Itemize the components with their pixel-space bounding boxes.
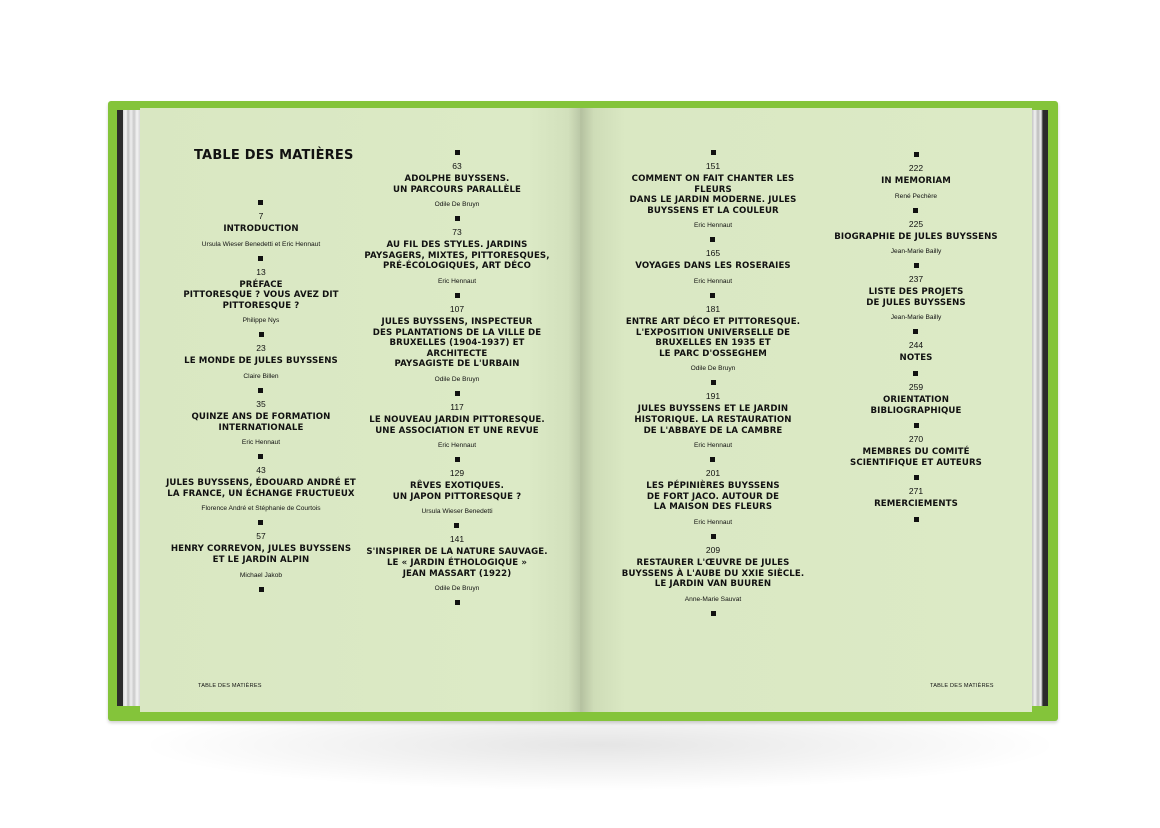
toc-entry-author: Eric Hennaut [437,442,477,450]
toc-page-number: 7 [258,211,264,221]
square-bullet-icon [711,150,716,155]
square-bullet-icon [258,256,263,261]
toc-entry-title: BIOGRAPHIE DE JULES BUYSSENS [834,231,998,242]
toc-page-number: 141 [449,534,465,545]
square-bullet-icon [914,152,919,157]
square-bullet-icon [913,208,918,213]
toc-entry-title: JULES BUYSSENS, INSPECTEUR DES PLANTATIONS DE LA VILLE DE BRUXELLES (1904-1937) ET ARCHITECTE PAYSAGISTE DE L'URBAIN [372,316,542,370]
toc-entry-title: JULES BUYSSENS ET LE JARDIN HISTORIQUE. LA RESTAURATION DE L'ABBAYE DE LA CAMBRE [634,404,792,436]
toc-heading: TABLE DES MATIÈRES [194,148,354,163]
toc-entry[interactable] [834,208,997,257]
toc-page-number: 237 [908,274,924,285]
square-bullet-icon [259,587,264,592]
toc-page-number: 107 [449,303,465,314]
toc-entry[interactable] [622,534,804,604]
square-bullet-icon [258,388,263,393]
toc-entry[interactable] [202,200,320,249]
toc-page-number: 151 [705,161,721,171]
toc-page-number: 35 [256,398,266,409]
square-bullet-icon [711,534,716,539]
toc-entry-title: NOTES [899,353,933,364]
square-bullet-icon [913,371,918,376]
toc-page-number: 181 [705,303,721,314]
toc-entry[interactable] [362,293,552,384]
toc-entry-title: INTRODUCTION [223,224,299,234]
square-bullet-icon [454,523,459,528]
toc-entry-title: REMERCIEMENTS [874,499,958,510]
toc-entry[interactable] [369,391,545,450]
toc-entry-author: Ursula Wieser Benedetti [421,508,493,516]
square-bullet-icon [913,329,918,334]
toc-page-number: 165 [705,248,721,259]
toc-page-number: 73 [452,227,462,238]
toc-entry-title: LE MONDE DE JULES BUYSSENS [184,356,338,367]
toc-page-number: 201 [705,468,721,479]
toc-page-number: 209 [705,544,721,555]
toc-entry-title: IN MEMORIAM [881,176,951,186]
toc-page-number: 270 [908,434,924,445]
toc-entry-author: Ursula Wieser Benedetti et Eric Hennaut [201,240,321,248]
square-bullet-icon [710,293,715,298]
toc-entry-author: Anne-Marie Sauvat [684,595,742,603]
toc-entry-title: AU FIL DES STYLES. JARDINS PAYSAGERS, MIXTES, PITTORESQUES, PRÉ-ÉCOLOGIQUES, ART DÉCO [364,240,550,272]
toc-page-number: 57 [256,531,266,542]
square-bullet-icon [455,216,460,221]
toc-entry-author: Eric Hennaut [693,442,733,450]
square-bullet-icon [455,150,460,155]
square-bullet-icon [258,520,263,525]
toc-entry-title: VOYAGES DANS LES ROSERAIES [635,261,791,272]
square-bullet-icon [711,611,716,616]
toc-page-number: 225 [908,218,924,229]
square-bullet-icon [914,263,919,268]
toc-entry-author: Michael Jakob [239,571,283,579]
toc-page-number: 63 [452,161,462,171]
toc-page-number: 43 [256,465,266,476]
toc-entry-author: Odile De Bruyn [434,375,480,383]
toc-page-number: 271 [908,486,924,497]
toc-entry[interactable] [646,457,779,527]
square-bullet-icon [914,475,919,480]
toc-page-number: 191 [705,391,721,402]
square-bullet-icon [258,454,263,459]
toc-entry-title: S'INSPIRER DE LA NATURE SAUVAGE. LE « JARDIN ÉTHOLOGIQUE » JEAN MASSART (1922) [366,547,548,579]
toc-entry[interactable] [634,380,791,450]
toc-entry-title: LE NOUVEAU JARDIN PITTORESQUE. UNE ASSOCIATION ET UNE REVUE [369,414,545,436]
toc-entry[interactable] [192,388,331,447]
toc-entry-author: Claire Billen [243,372,279,380]
toc-page-number: 129 [449,468,465,479]
toc-entry[interactable] [166,454,356,513]
toc-entry[interactable] [635,237,790,286]
toc-entry[interactable] [874,475,958,510]
toc-entry-title: LISTE DES PROJETS DE JULES BUYSSENS [866,287,966,308]
toc-column-1 [166,200,356,592]
toc-page-number: 117 [450,401,464,412]
toc-entry-author: Eric Hennaut [241,439,281,447]
toc-entry-title: LES PÉPINIÈRES BUYSSENS DE FORT JACO. AUTOUR DE LA MAISON DES FLEURS [646,481,780,513]
toc-entry-title: ORIENTATION BIBLIOGRAPHIQUE [870,394,962,416]
toc-entry-author: René Pechère [894,192,938,200]
toc-entry-author: Philippe Nys [242,317,280,325]
square-bullet-icon [258,200,263,205]
square-bullet-icon [914,423,919,428]
footer-left: TABLE DES MATIÈRES [198,683,262,689]
toc-entry[interactable] [850,423,982,468]
toc-entry-title: RESTAURER L'ŒUVRE DE JULES BUYSSENS À L'AUBE DU XXIE SIÈCLE. LE JARDIN VAN BUUREN [621,557,805,590]
toc-entry[interactable] [393,150,521,209]
square-bullet-icon [914,517,919,522]
toc-entry-author: Eric Hennaut [693,277,733,285]
toc-entry-title: PRÉFACE PITTORESQUE ? VOUS AVEZ DIT PITTORESQUE ? [183,279,339,311]
square-bullet-icon [710,237,715,242]
toc-entry-title: JULES BUYSSENS, ÉDOUARD ANDRÉ ET LA FRANCE, UN ÉCHANGE FRUCTUEUX [166,478,356,499]
toc-page-number: 23 [256,343,266,354]
toc-entry-author: Florence André et Stéphanie de Courtois [201,505,321,513]
toc-entry[interactable] [183,256,338,326]
toc-entry-author: Eric Hennaut [437,277,477,285]
square-bullet-icon [455,293,460,298]
toc-entry-title: QUINZE ANS DE FORMATION INTERNATIONALE [191,411,331,433]
toc-entry[interactable] [364,216,549,286]
book-gutter [568,108,594,712]
toc-entry-author: Eric Hennaut [693,222,733,230]
toc-entry-author: Jean-Marie Bailly [890,314,942,322]
toc-entry[interactable] [626,293,800,373]
toc-entry[interactable] [871,371,962,416]
toc-entry[interactable] [393,457,522,516]
square-bullet-icon [455,600,460,605]
toc-entry-author: Eric Hennaut [693,518,733,526]
toc-column-3 [618,150,808,616]
toc-page-number: 13 [256,266,266,277]
toc-page-number: 259 [908,381,924,392]
toc-entry[interactable] [866,263,965,322]
toc-entry-title: ENTRE ART DÉCO ET PITTORESQUE. L'EXPOSITION UNIVERSELLE DE BRUXELLES EN 1935 ET LE PARC D'OSSEGHEM [625,316,801,359]
toc-page-number: 244 [908,340,924,351]
toc-column-4 [821,152,1011,522]
toc-entry[interactable] [881,152,951,201]
square-bullet-icon [455,457,460,462]
toc-entry-author: Odile De Bruyn [690,365,736,373]
toc-entry-title: HENRY CORREVON, JULES BUYSSENS ET LE JARDIN ALPIN [170,544,352,565]
toc-entry[interactable] [900,329,933,364]
toc-entry[interactable] [184,332,338,381]
toc-entry-author: Jean-Marie Bailly [890,248,942,256]
square-bullet-icon [259,332,264,337]
toc-entry-title: RÊVES EXOTIQUES. UN JAPON PITTORESQUE ? [392,481,522,502]
toc-entry-author: Odile De Bruyn [434,585,480,593]
toc-column-2 [362,150,552,605]
toc-entry-author: Odile De Bruyn [434,201,480,209]
toc-entry[interactable] [366,523,547,593]
toc-entry-title: ADOLPHE BUYSSENS. UN PARCOURS PARALLÈLE [392,174,522,195]
toc-page-number: 222 [908,163,924,173]
square-bullet-icon [710,457,715,462]
square-bullet-icon [455,391,460,396]
toc-entry-title: MEMBRES DU COMITÉ SCIENTIFIQUE ET AUTEURS [850,447,982,468]
toc-entry[interactable] [618,150,808,230]
footer-right: TABLE DES MATIÈRES [930,683,994,689]
square-bullet-icon [711,380,716,385]
toc-entry[interactable] [171,520,351,579]
toc-entry-title: COMMENT ON FAIT CHANTER LES FLEURS DANS LE JARDIN MODERNE. JULES BUYSSENS ET LA COULEUR [629,174,797,216]
